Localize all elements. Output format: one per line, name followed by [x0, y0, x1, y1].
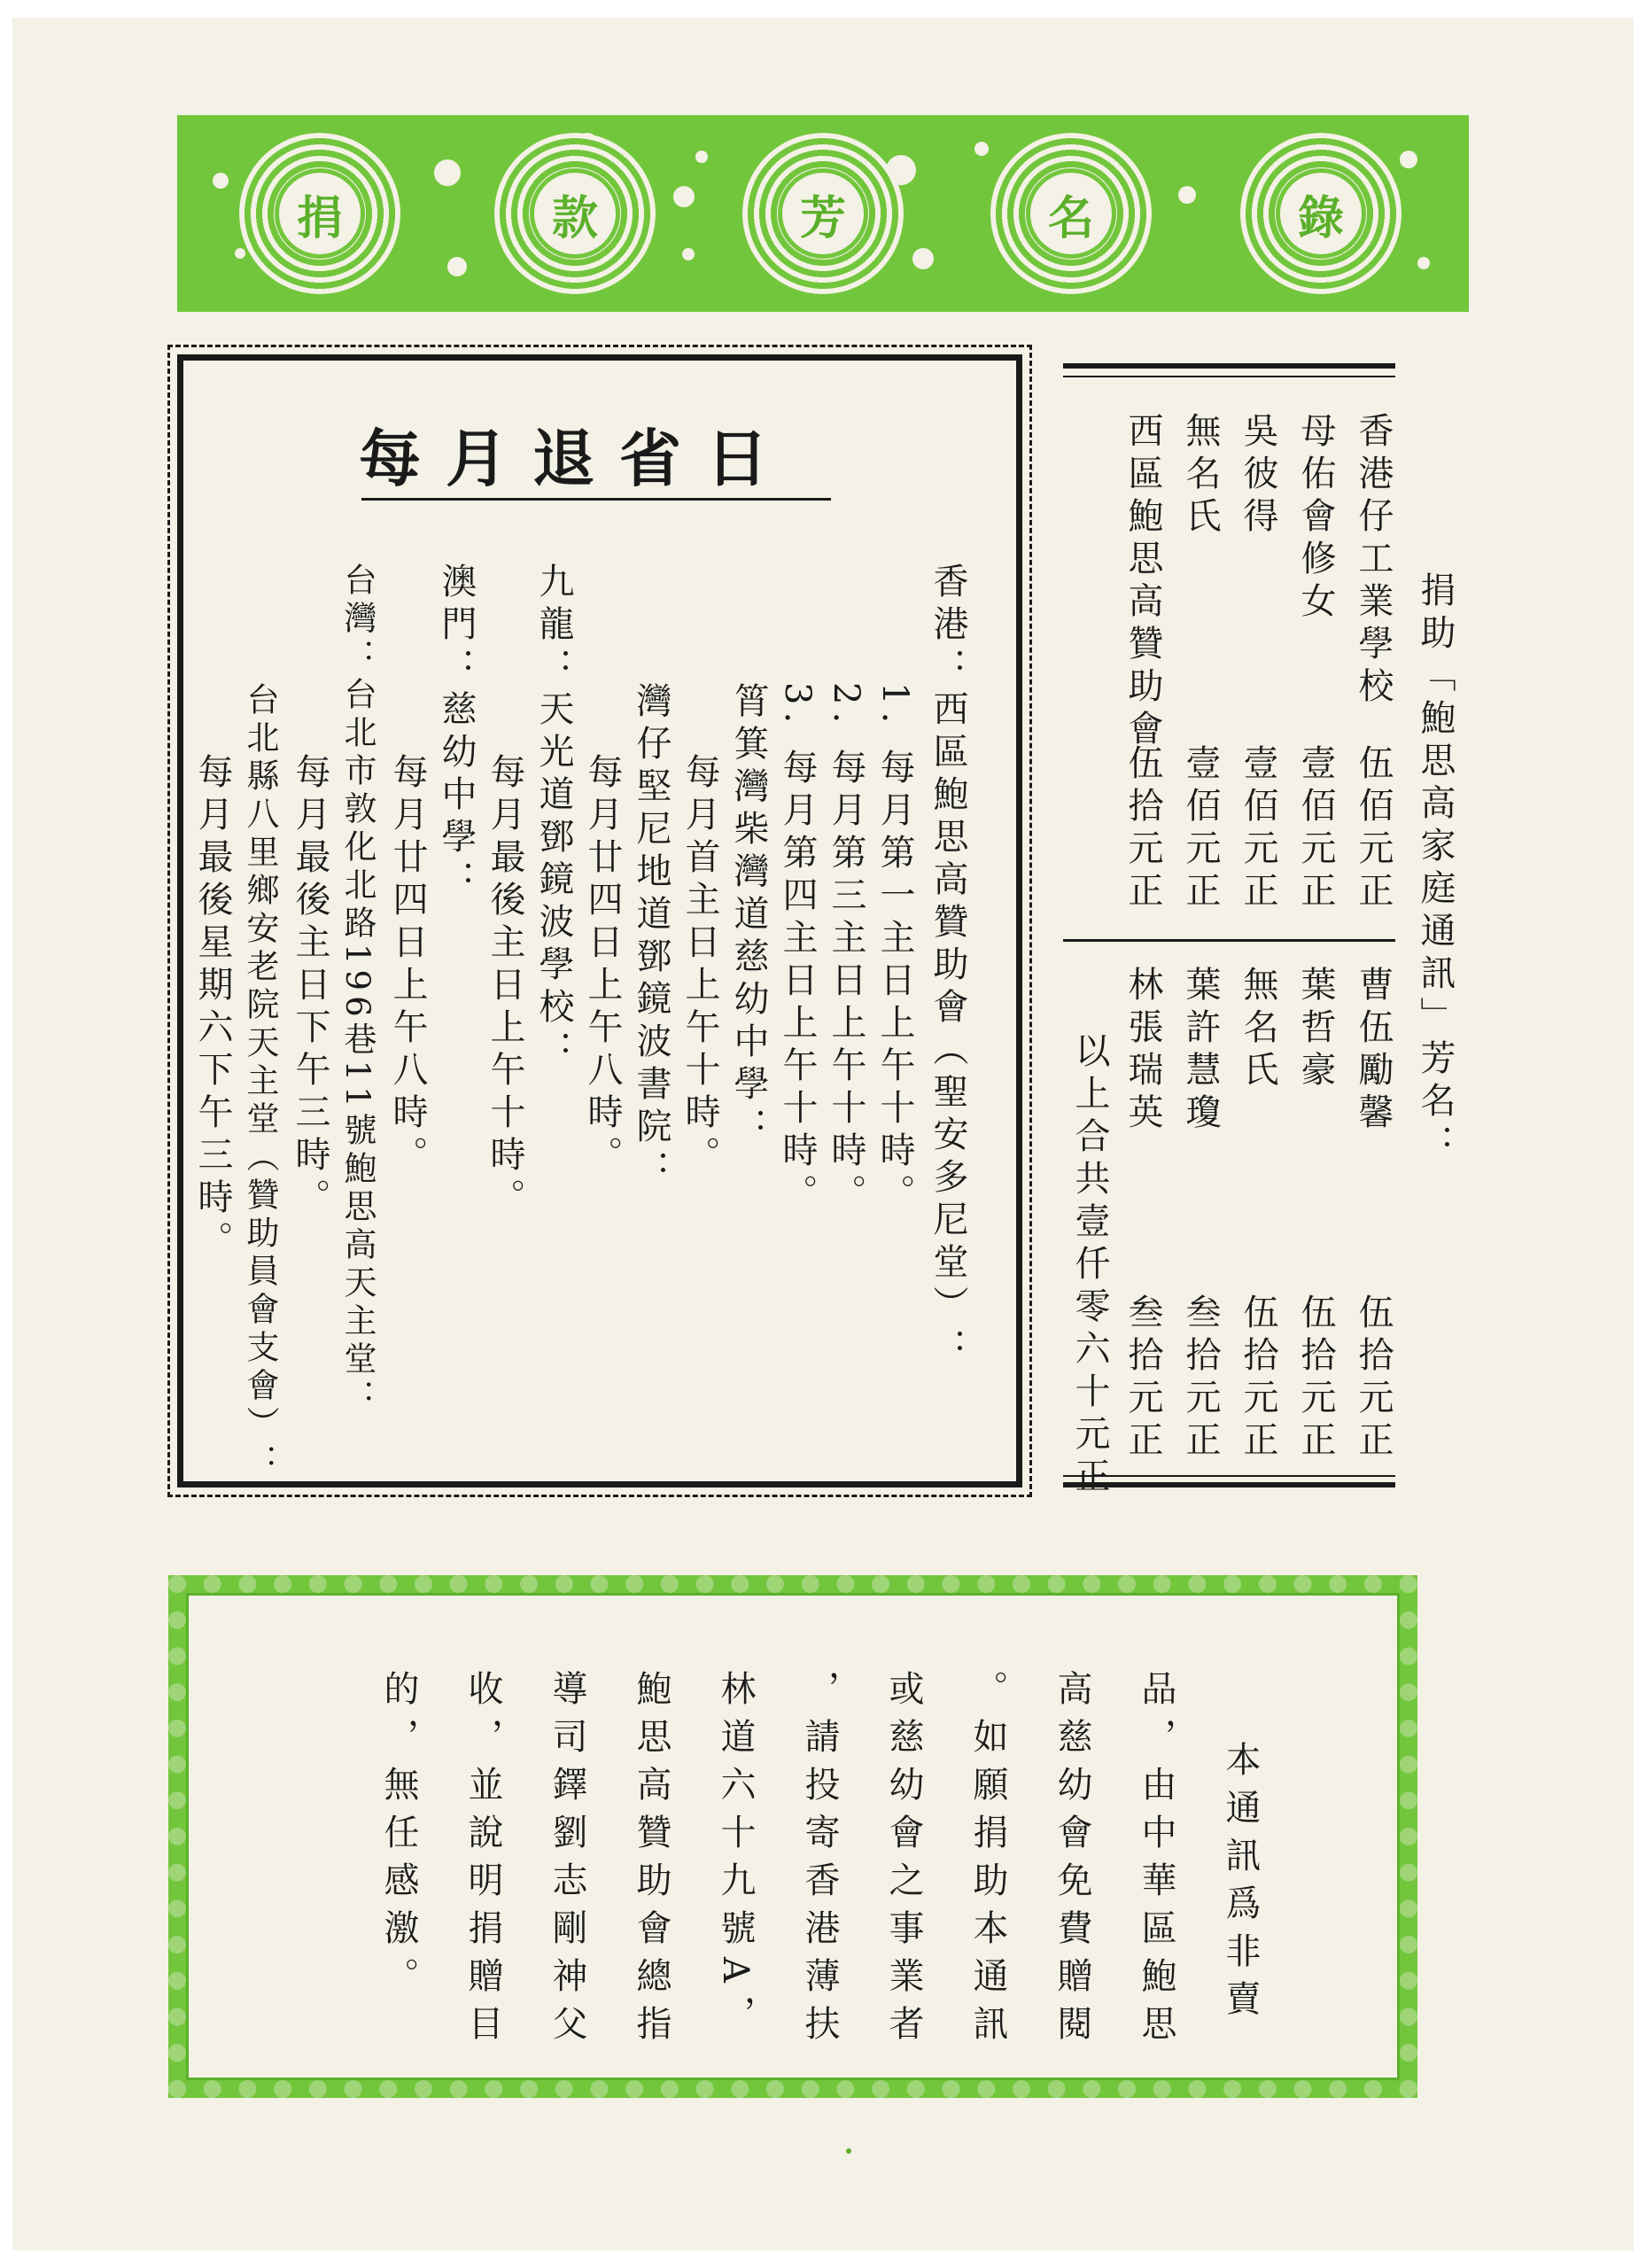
donor-name: 母佑會修女	[1295, 412, 1336, 625]
donor-top-rule	[1063, 363, 1395, 369]
medal-core	[1026, 168, 1116, 259]
retreat-line: 香港：西區鮑思高贊助會（聖安多尼堂）：	[928, 563, 968, 1371]
banner-medal	[494, 133, 656, 294]
donor-name: 葉許慧瓊	[1180, 966, 1221, 1136]
title-underline	[361, 498, 831, 501]
notice-line: 林道六十九號A，	[715, 1670, 756, 2043]
banner-medal	[742, 133, 904, 294]
banner-dot	[682, 248, 695, 260]
retreat-line: 筲箕灣柴灣道慈幼中學：	[728, 682, 769, 1150]
notice-line: 高慈幼會免費贈閱	[1052, 1670, 1092, 2053]
banner-medal	[1240, 133, 1401, 294]
notice-line: 的，無任感激。	[378, 1670, 419, 2005]
donor-name: 吳彼得	[1238, 412, 1278, 540]
donor-amount: 壹佰元正	[1238, 744, 1278, 914]
medal-character: 款	[551, 190, 598, 245]
banner-dot	[974, 142, 989, 156]
retreat-line: 2. 每月第三主日上午十時。	[826, 682, 866, 1216]
donor-name: 香港仔工業學校	[1353, 412, 1394, 710]
retreat-line: 台北縣八里鄉安老院天主堂（贊助員會支會）：	[241, 682, 279, 1482]
banner-medal	[239, 133, 400, 294]
medal-character: 捐	[296, 190, 343, 245]
medal-core	[1276, 168, 1366, 259]
banner-dot	[1417, 257, 1430, 269]
donor-name: 林張瑞英	[1122, 966, 1163, 1136]
donor-amount: 伍拾元正	[1353, 1293, 1394, 1464]
notice-line: 導司鐸劉志剛神父	[547, 1670, 587, 2053]
donor-name: 無名氏	[1180, 412, 1221, 540]
banner-dot	[434, 159, 461, 186]
notice-frame-inner	[186, 1593, 1400, 2080]
donor-amount: 伍拾元正	[1238, 1293, 1278, 1464]
banner-dot	[912, 248, 934, 269]
retreat-line: 澳門：慈幼中學：	[436, 563, 477, 903]
donor-name: 葉哲豪	[1295, 966, 1336, 1093]
donor-name: 西區鮑思高贊助會	[1122, 412, 1163, 752]
retreat-line: 每月廿四日上午八時。	[582, 753, 623, 1178]
banner-medal	[990, 133, 1152, 294]
retreat-line: 每月最後主日上午十時。	[485, 753, 525, 1221]
retreat-line: 九龍：天光道鄧鏡波學校：	[533, 563, 574, 1073]
banner-dot	[213, 173, 229, 189]
banner-dot	[235, 248, 245, 259]
banner-dot	[695, 151, 708, 163]
donor-amount: 壹佰元正	[1180, 744, 1221, 914]
medal-character: 名	[1047, 190, 1094, 245]
medal-core	[778, 168, 868, 259]
donor-amount: 壹佰元正	[1295, 744, 1336, 914]
donor-name: 曹伍勵馨	[1353, 966, 1394, 1136]
donor-amount: 伍佰元正	[1353, 744, 1394, 914]
donor-name: 無名氏	[1238, 966, 1278, 1093]
retreat-line: 每月廿四日上午八時。	[387, 753, 428, 1178]
donor-amount: 伍拾元正	[1122, 744, 1163, 914]
notice-line: 品，由中華區鮑思	[1136, 1670, 1176, 2053]
notice-line: 鮑思高贊助會總指	[631, 1670, 672, 2053]
retreat-line: 1. 每月第一主日上午十時。	[874, 682, 915, 1216]
donor-bottom-rule	[1063, 1475, 1395, 1477]
notice-line: 或慈幼會之事業者	[883, 1670, 924, 2053]
retreat-line: 每月首主日上午十時。	[679, 753, 720, 1178]
retreat-line: 每月最後主日下午三時。	[290, 753, 330, 1221]
banner-dot	[673, 186, 695, 207]
donor-total: 以上合共壹仟零六十元正	[1069, 1032, 1110, 1500]
medal-character: 錄	[1297, 190, 1344, 245]
donor-amount: 叁拾元正	[1122, 1293, 1163, 1464]
notice-line: 收，並說明捐贈目	[462, 1670, 503, 2053]
banner-dot	[1178, 186, 1196, 204]
retreat-line: 3. 每月第四主日上午十時。	[777, 682, 818, 1216]
donor-amount: 叁拾元正	[1180, 1293, 1221, 1464]
notice-line: 本通訊爲非賣	[1220, 1741, 1261, 2028]
donor-amount: 伍拾元正	[1295, 1293, 1336, 1464]
donor-middle-rule	[1063, 939, 1395, 942]
notice-line: ，請投寄香港薄扶	[799, 1670, 840, 2053]
retreat-line: 每月最後星期六下午三時。	[192, 753, 233, 1263]
medal-core	[530, 168, 620, 259]
banner-dot	[1400, 151, 1417, 168]
retreat-title: 每月退省日	[359, 422, 793, 495]
retreat-line: 灣仔堅尼地道鄧鏡波書院：	[631, 682, 672, 1192]
ink-speck	[846, 2148, 851, 2154]
medal-core	[275, 168, 365, 259]
donor-top-rule	[1063, 376, 1395, 377]
banner-dot	[447, 257, 467, 276]
donor-heading: 捐助「鮑思高家庭通訊」芳名：	[1415, 571, 1456, 1167]
title-banner	[177, 115, 1469, 312]
notice-line: 。如願捐助本通訊	[967, 1670, 1008, 2053]
retreat-line: 台灣：台北市敦化北路196巷11號鮑思高天主堂：	[338, 563, 377, 1418]
medal-character: 芳	[799, 190, 846, 245]
donor-bottom-rule	[1063, 1482, 1395, 1487]
